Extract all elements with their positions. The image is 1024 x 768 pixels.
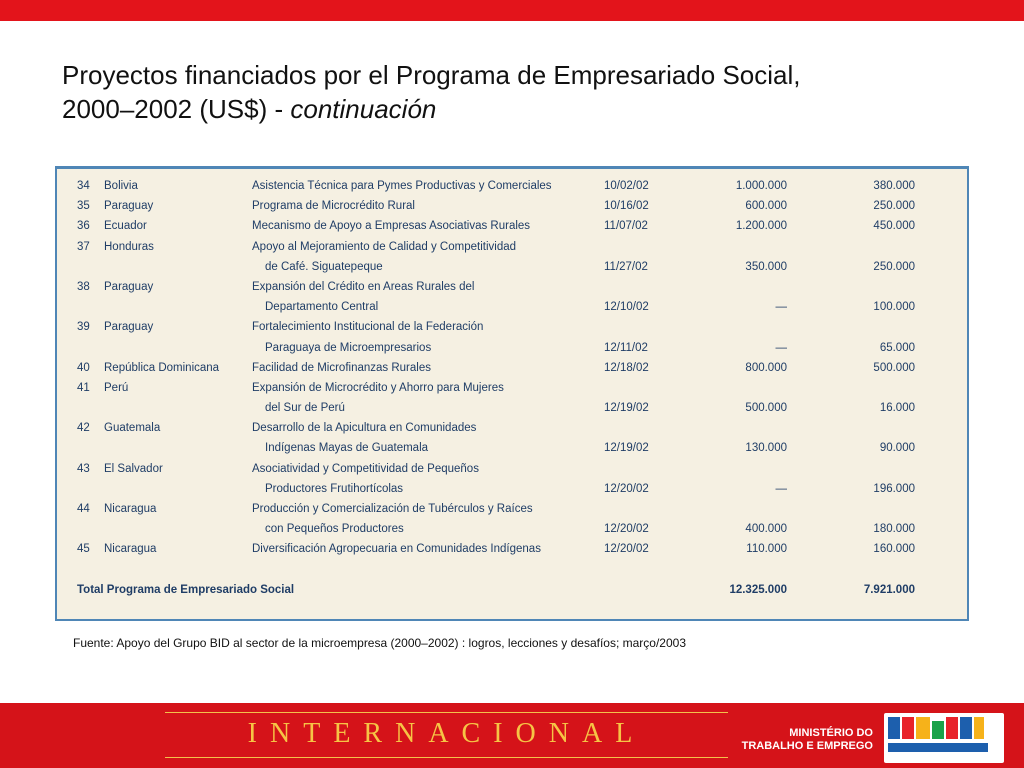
title-line-2: 2000–2002 (US$) - — [62, 94, 291, 124]
row-total-amount: 130.000 — [745, 442, 787, 455]
row-number: 37 — [77, 240, 90, 253]
row-date: 12/19/02 — [604, 402, 649, 415]
row-description-continued: Departamento Central — [265, 301, 379, 314]
row-description: Facilidad de Microfinanzas Rurales — [252, 361, 431, 374]
total-bid-amount: 7.921.000 — [863, 584, 915, 596]
row-country: Honduras — [104, 240, 154, 253]
row-number: 38 — [77, 280, 90, 293]
row-number: 35 — [77, 200, 90, 213]
row-description: Desarrollo de la Apicultura en Comunidades — [252, 422, 477, 435]
table-row — [55, 278, 967, 298]
row-country: Perú — [104, 381, 129, 394]
row-date: 12/18/02 — [604, 361, 649, 374]
row-total-amount: 500.000 — [745, 402, 787, 415]
row-description: Asistencia Técnica para Pymes Productivas y Comerciales — [252, 180, 552, 192]
row-description: Expansión del Crédito en Areas Rurales del — [252, 280, 475, 293]
row-description: Programa de Microcrédito Rural — [252, 200, 415, 213]
title-italic: continuación — [290, 94, 437, 124]
page-title — [62, 58, 962, 126]
row-date: 12/19/02 — [604, 442, 649, 455]
row-bid-amount: 180.000 — [873, 523, 915, 536]
row-bid-amount: 450.000 — [873, 220, 915, 233]
row-total-amount: — — [775, 482, 787, 495]
row-number: 42 — [77, 422, 90, 435]
table-row — [55, 359, 967, 379]
row-date: 12/20/02 — [604, 523, 649, 536]
row-bid-amount: 250.000 — [873, 260, 915, 273]
row-date: 12/20/02 — [604, 482, 649, 495]
table-row-continuation — [55, 399, 967, 419]
row-country: El Salvador — [104, 462, 163, 475]
row-country: República Dominicana — [104, 361, 220, 374]
row-description: Apoyo al Mejoramiento de Calidad y Competitividad — [252, 240, 517, 253]
title-line-1: Proyectos financiados por el Programa de Empresariado Social, — [62, 60, 801, 90]
row-bid-amount: 65.000 — [879, 341, 915, 354]
source-note: Fuente: Apoyo del Grupo BID al sector de la microempresa (2000–2002) : logros, lecciones y desafíos; março/2003 — [73, 636, 686, 650]
table-rows — [55, 177, 967, 561]
row-number: 34 — [77, 180, 90, 192]
row-description-continued: Indígenas Mayas de Guatemala — [265, 442, 429, 455]
row-description: Fortalecimiento Institucional de la Federación — [252, 321, 484, 334]
row-country: Guatemala — [104, 422, 161, 435]
row-date: 12/20/02 — [604, 543, 649, 556]
row-country: Ecuador — [104, 220, 147, 233]
table-row-continuation — [55, 298, 967, 318]
table-row — [55, 238, 967, 258]
row-total-amount: — — [775, 301, 787, 314]
banner-top-rule — [165, 712, 728, 713]
ministry-line-1: MINISTÉRIO DO — [789, 727, 873, 739]
row-date: 10/02/02 — [604, 180, 649, 192]
row-country: Nicaragua — [104, 543, 157, 556]
row-bid-amount: 196.000 — [873, 482, 915, 495]
row-date: 11/27/02 — [604, 260, 648, 273]
row-bid-amount: 250.000 — [873, 200, 915, 213]
table-row — [55, 540, 967, 560]
total-label: Total Programa de Empresariado Social — [77, 584, 295, 596]
row-description-continued: Productores Frutihortícolas — [265, 482, 404, 495]
banner-bottom-rule — [165, 757, 728, 758]
row-bid-amount: 160.000 — [873, 543, 915, 556]
top-red-bar — [0, 0, 1024, 21]
total-row — [55, 584, 967, 604]
projects-table — [55, 166, 969, 621]
row-description: Mecanismo de Apoyo a Empresas Asociativas Rurales — [252, 220, 531, 233]
table-row — [55, 197, 967, 217]
row-date: 11/07/02 — [604, 220, 648, 233]
brasil-government-logo — [884, 713, 1004, 763]
row-total-amount: 350.000 — [745, 260, 787, 273]
row-number: 40 — [77, 361, 90, 374]
ministry-logo — [738, 727, 873, 753]
row-description-continued: del Sur de Perú — [265, 402, 345, 415]
table-row-continuation — [55, 339, 967, 359]
row-bid-amount: 380.000 — [873, 180, 915, 192]
row-country: Bolivia — [104, 180, 138, 192]
table-row — [55, 217, 967, 237]
row-total-amount: 1.000.000 — [735, 180, 787, 192]
table-row — [55, 177, 967, 197]
row-bid-amount: 90.000 — [879, 442, 915, 455]
table-row-continuation — [55, 258, 967, 278]
row-total-amount: 1.200.000 — [735, 220, 787, 233]
table-row — [55, 379, 967, 399]
row-number: 45 — [77, 543, 90, 556]
row-number: 44 — [77, 503, 90, 515]
table-row-continuation — [55, 439, 967, 459]
table-row — [55, 460, 967, 480]
row-bid-amount: 500.000 — [873, 361, 915, 374]
table-row — [55, 419, 967, 439]
ministry-line-2: TRABALHO E EMPREGO — [741, 740, 873, 752]
row-total-amount: 400.000 — [745, 523, 787, 536]
row-country: Paraguay — [104, 200, 154, 213]
row-country: Paraguay — [104, 280, 154, 293]
row-description: Asociatividad y Competitividad de Pequeños — [252, 462, 479, 475]
row-total-amount: 800.000 — [745, 361, 787, 374]
row-description: Expansión de Microcrédito y Ahorro para Mujeres — [252, 381, 504, 394]
row-number: 41 — [77, 381, 90, 394]
row-description: Producción y Comercialización de Tubérculos y Raíces — [252, 503, 533, 515]
row-total-amount: — — [775, 341, 787, 354]
row-number: 36 — [77, 220, 90, 233]
row-country: Nicaragua — [104, 503, 157, 515]
row-date: 12/10/02 — [604, 301, 649, 314]
table-row — [55, 500, 967, 520]
row-total-amount: 110.000 — [746, 543, 787, 556]
row-description-continued: con Pequeños Productores — [265, 523, 404, 536]
row-date: 10/16/02 — [604, 200, 649, 213]
internacional-banner: INTERNACIONAL — [247, 718, 646, 749]
row-country: Paraguay — [104, 321, 154, 334]
row-description: Diversificación Agropecuaria en Comunidades Indígenas — [252, 543, 541, 556]
row-number: 43 — [77, 462, 90, 475]
total-amount: 12.325.000 — [729, 584, 787, 596]
row-bid-amount: 16.000 — [879, 402, 915, 415]
table-row — [55, 318, 967, 338]
table-row-continuation — [55, 520, 967, 540]
brasil-logo-image — [884, 713, 1004, 763]
row-total-amount: 600.000 — [745, 200, 787, 213]
row-description-continued: Paraguaya de Microempresarios — [265, 341, 432, 354]
row-number: 39 — [77, 321, 90, 334]
row-description-continued: de Café. Siguatepeque — [265, 260, 383, 273]
row-bid-amount: 100.000 — [873, 301, 915, 314]
row-date: 12/11/02 — [604, 341, 648, 354]
table-row-continuation — [55, 480, 967, 500]
